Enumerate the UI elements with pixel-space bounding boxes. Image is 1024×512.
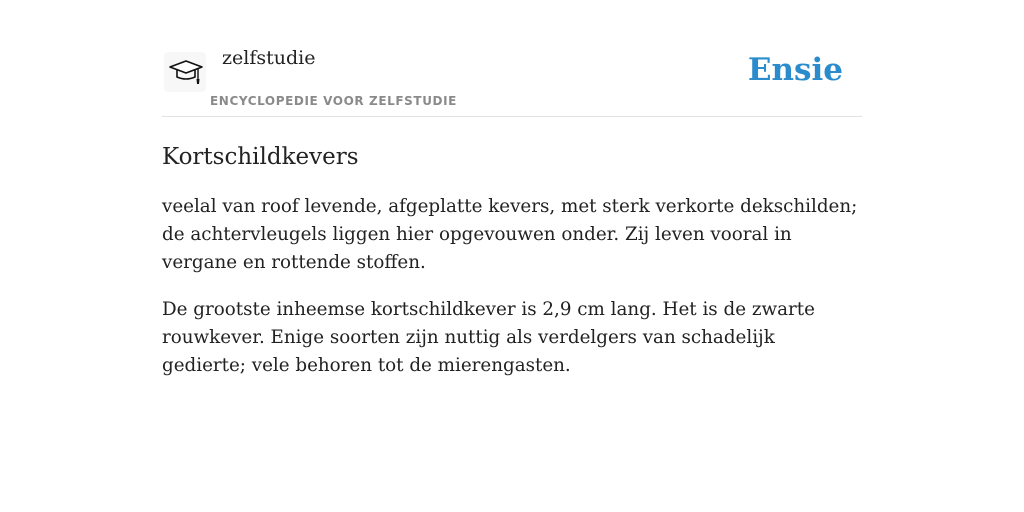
content-container bbox=[162, 0, 862, 380]
article-title: Kortschildkevers bbox=[162, 144, 359, 170]
brand-logo-link[interactable]: Ensie bbox=[747, 52, 843, 88]
site-logo[interactable] bbox=[164, 52, 206, 92]
article bbox=[162, 142, 862, 380]
site-name[interactable]: zelfstudie bbox=[222, 47, 316, 69]
site-tagline: ENCYCLOPEDIE VOOR ZELFSTUDIE bbox=[210, 94, 457, 108]
graduation-cap-icon bbox=[168, 56, 204, 88]
article-paragraph: De grootste inheemse kortschildkever is 2,9 cm lang. Het is de zwarte rouwkever. Enige soorten zijn nuttig als verdelgers van schadelijk gedierte; vele behoren tot de mierengasten. bbox=[162, 299, 815, 376]
site-header bbox=[162, 0, 862, 117]
article-paragraph: veelal van roof levende, afgeplatte kevers, met sterk verkorte dekschilden; de achtervleugels liggen hier opgevouwen onder. Zij leven vooral in vergane en rottende stoffen. bbox=[162, 196, 858, 273]
